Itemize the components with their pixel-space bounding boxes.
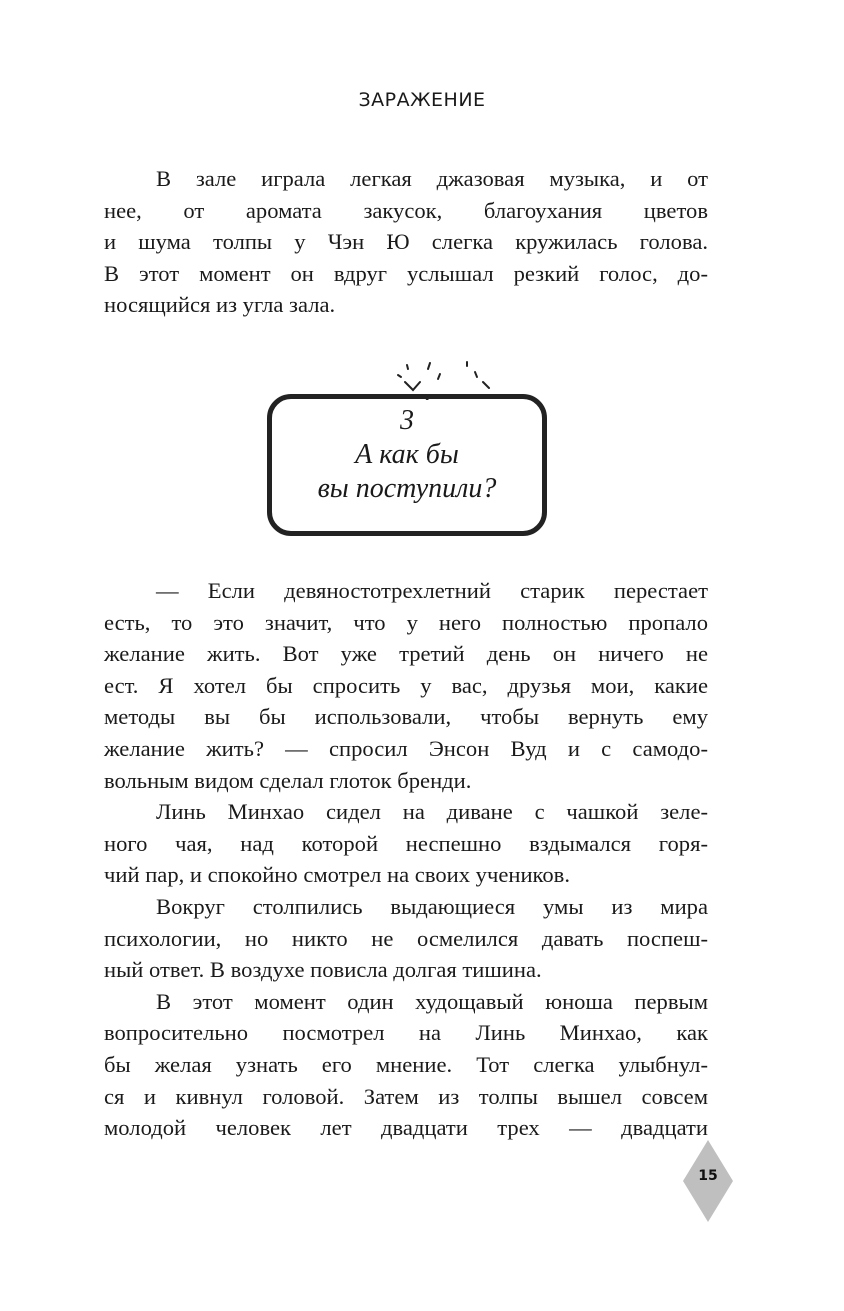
- chapter-number: 3: [400, 405, 414, 436]
- text-line: молодой человек лет двадцати трех — двадцати: [104, 1115, 708, 1141]
- text-line: Линь Минхао сидел на диване с чашкой зеле-: [156, 799, 708, 825]
- body-text: [104, 575, 708, 1144]
- chapter-heading: [267, 404, 547, 506]
- text-line: ся и кивнул головой. Затем из толпы вышел совсем: [104, 1083, 708, 1109]
- text-line: вопросительно посмотрел на Линь Минхао, как: [104, 1020, 708, 1046]
- text-line: психологии, но никто не осмелился давать поспеш-: [104, 925, 708, 951]
- intro-paragraph: [104, 163, 708, 321]
- text-line: нее, от аромата закусок, благоухания цветов: [104, 197, 708, 223]
- text-line: ного чая, над которой неспешно вздымался горя-: [104, 830, 708, 856]
- text-line: ный ответ. В воздухе повисла долгая тишина.: [104, 957, 542, 983]
- page-number: 15: [698, 1168, 718, 1184]
- text-line: В зале играла легкая джазовая музыка, и от: [156, 166, 708, 191]
- text-line: бы желая узнать его мнение. Тот слегка улыбнул-: [104, 1051, 708, 1077]
- text-line: Вокруг столпились выдающиеся умы из мира: [156, 893, 708, 919]
- text-line: чий пар, и спокойно смотрел на своих учеников.: [104, 862, 570, 888]
- text-line: желание жить? — спросил Энсон Вуд и с самодо-: [104, 735, 708, 761]
- text-line: носящийся из угла зала.: [104, 292, 336, 318]
- text-line: и шума толпы у Чэн Ю слегка кружилась голова.: [104, 229, 708, 255]
- text-line: ест. Я хотел бы спросить у вас, друзья мои, какие: [104, 672, 708, 698]
- text-line: вольным видом сделал глоток бренди.: [104, 767, 472, 793]
- text-line: В этот момент один худощавый юноша первым: [156, 988, 708, 1014]
- running-head: ЗАРАЖЕНИЕ: [358, 89, 486, 111]
- chapter-title-line: А как бы: [355, 439, 459, 470]
- text-line: желание жить. Вот уже третий день он ничего не: [104, 641, 708, 667]
- text-line: — Если девяностотрехлетний старик перестает: [156, 578, 708, 603]
- text-line: есть, то это значит, что у него полностью пропало: [104, 609, 708, 635]
- chapter-title-line: вы поступили?: [317, 473, 497, 504]
- text-line: методы вы бы использовали, чтобы вернуть ему: [104, 704, 708, 730]
- text-line: В этот момент он вдруг услышал резкий голос, до-: [104, 260, 708, 286]
